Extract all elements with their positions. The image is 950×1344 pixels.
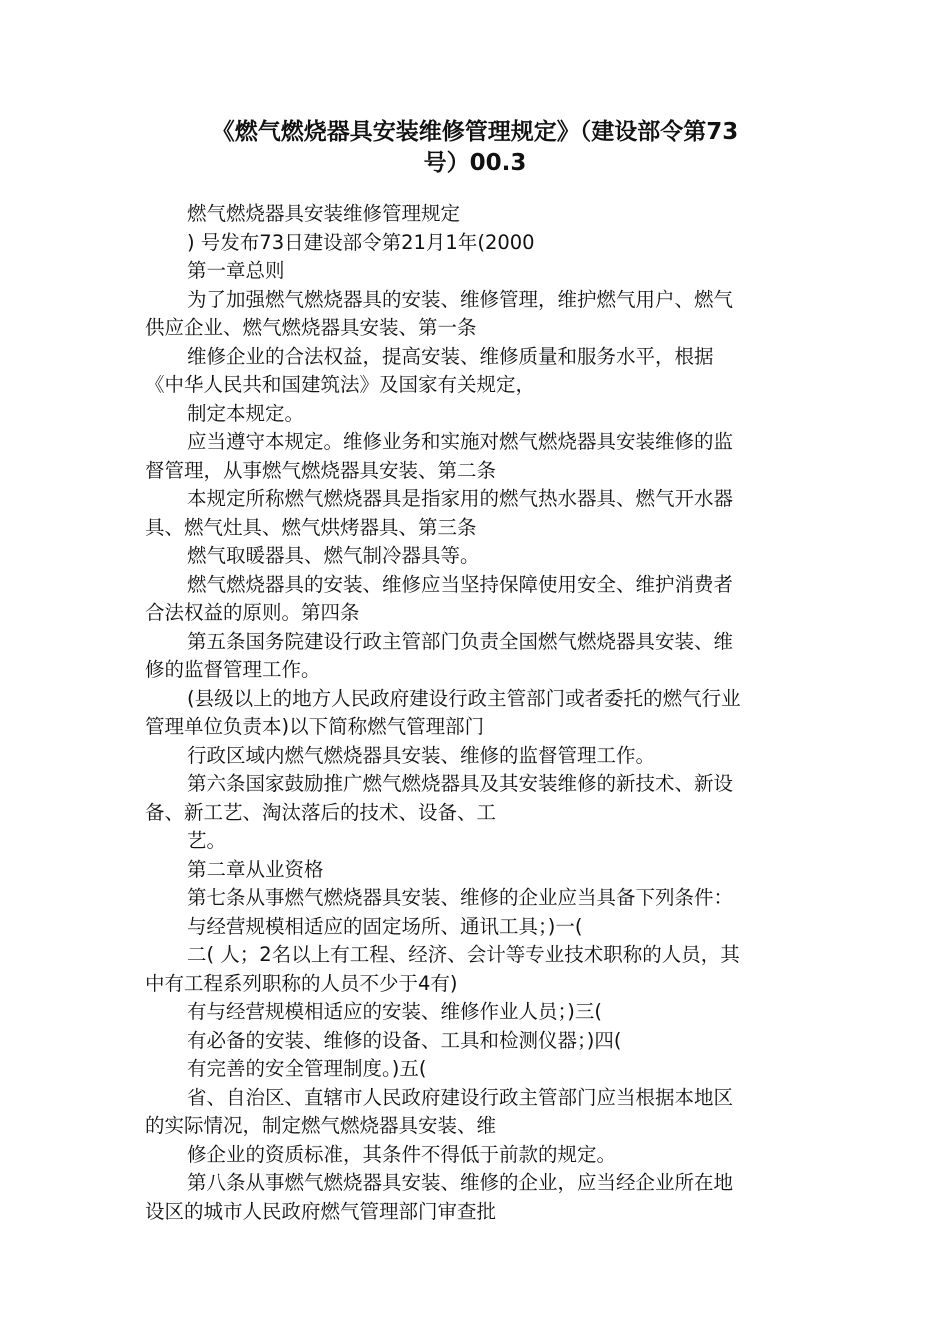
text-line: 有必备的安装、维修的设备、工具和检测仪器；)四( (187, 1028, 622, 1052)
text-line: 合法权益的原则。第四条 (145, 601, 360, 624)
text-line: 第六条国家鼓励推广燃气燃烧器具及其安装维修的新技术、新设 (187, 772, 734, 795)
text-line: 行政区域内燃气燃烧器具安装、维修的监督管理工作。 (187, 743, 656, 767)
title-line-2: 号）00.3 (423, 150, 527, 176)
text-line: 中有工程系列职称的人员不少于4有) (145, 971, 458, 995)
text-line: 制定本规定。 (187, 401, 305, 425)
text-line: 供应企业、燃气燃烧器具安装、第一条 (145, 316, 477, 339)
text-line: 第一章总则 (187, 259, 285, 282)
document-body (145, 200, 810, 1226)
text-line: 有完善的安全管理制度。)五( (187, 1057, 427, 1080)
text-line: 艺。 (187, 829, 227, 852)
text-line: 二( 人；2名以上有工程、经济、会计等专业技术职称的人员，其 (187, 943, 740, 966)
text-line: 第七条从事燃气燃烧器具安装、维修的企业应当具备下列条件： (187, 886, 734, 909)
text-line: 第二章从业资格 (187, 857, 324, 881)
text-line: 管理单位负责本)以下简称燃气管理部门 (145, 715, 485, 738)
text-line: 修企业的资质标准，其条件不得低于前款的规定。 (187, 1142, 617, 1166)
text-line: 第五条国务院建设行政主管部门负责全国燃气燃烧器具安装、维 (187, 629, 734, 653)
text-line: 应当遵守本规定。维修业务和实施对燃气燃烧器具安装维修的监 (187, 430, 734, 453)
text-line: 具、燃气灶具、燃气烘烤器具、第三条 (145, 515, 477, 539)
text-line: ) 号发布73日建设部令第21月1年(2000 (187, 230, 535, 254)
text-line: 督管理，从事燃气燃烧器具安装、第二条 (145, 458, 497, 482)
text-line: 为了加强燃气燃烧器具的安装、维修管理，维护燃气用户、燃气 (187, 287, 734, 311)
text-line: 备、新工艺、淘汰落后的技术、设备、工 (145, 800, 497, 824)
text-line: 省、自治区、直辖市人民政府建设行政主管部门应当根据本地区 (187, 1085, 734, 1109)
text-line: 燃气取暖器具、燃气制冷器具等。 (187, 544, 480, 567)
text-line: 的实际情况，制定燃气燃烧器具安装、维 (145, 1114, 497, 1137)
text-line: 燃气燃烧器具安装维修管理规定 (187, 202, 461, 225)
text-line: 修的监督管理工作。 (145, 658, 321, 681)
text-line: 维修企业的合法权益，提高安装、维修质量和服务水平，根据 (187, 344, 714, 368)
text-line: (县级以上的地方人民政府建设行政主管部门或者委托的燃气行业 (187, 686, 741, 710)
text-line: 第八条从事燃气燃烧器具安装、维修的企业，应当经企业所在地 (187, 1171, 734, 1194)
text-line: 《中华人民共和国建筑法》及国家有关规定， (145, 373, 536, 396)
text-line: 与经营规模相适应的固定场所、通讯工具；)一( (187, 914, 583, 938)
text-line: 燃气燃烧器具的安装、维修应当坚持保障使用安全、维护消费者 (187, 572, 734, 596)
title-line-1: 《燃气燃烧器具安装维修管理规定》（建设部令第73 (211, 119, 739, 145)
text-line: 本规定所称燃气燃烧器具是指家用的燃气热水器具、燃气开水器 (187, 487, 734, 510)
text-line: 有与经营规模相适应的安装、维修作业人员；)三( (187, 1000, 602, 1023)
text-line: 设区的城市人民政府燃气管理部门审查批 (145, 1199, 497, 1223)
